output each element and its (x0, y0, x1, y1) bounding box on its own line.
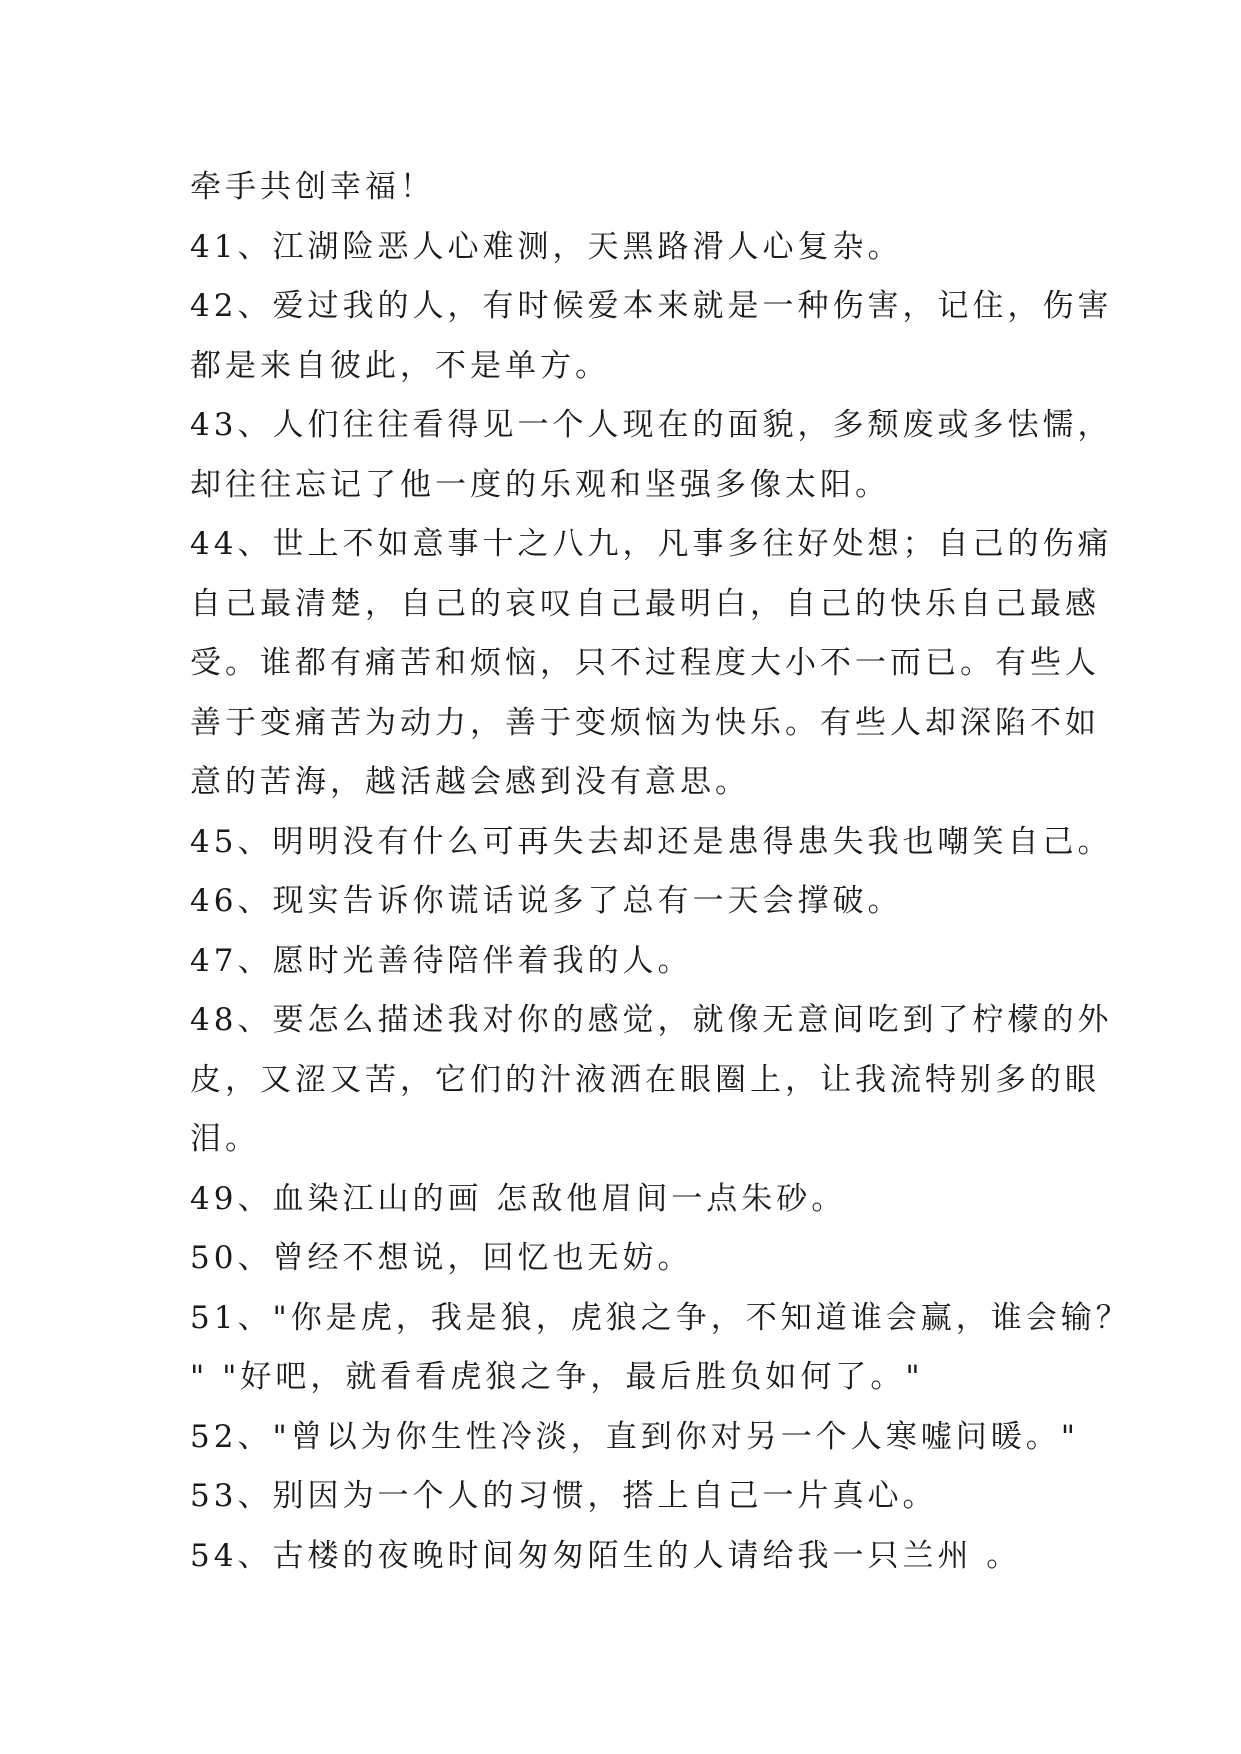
text-line: 皮，又涩又苦，它们的汁液洒在眼圈上，让我流特别多的眼 (190, 1061, 1100, 1098)
text-line: " "好吧，就看看虎狼之争，最后胜负如何了。" (190, 1359, 924, 1395)
text-line: 46、现实告诉你谎话说多了总有一天会撑破。 (190, 883, 903, 919)
text-line: 牵手共创幸福！ (190, 169, 435, 205)
text-line: 47、愿时光善待陪伴着我的人。 (190, 942, 693, 979)
text-line: 41、江湖险恶人心难测，天黑路滑人心复杂。 (190, 228, 903, 265)
text-line: 44、世上不如意事十之八九，凡事多往好处想；自己的伤痛 (190, 526, 1113, 562)
text-line: 自己最清楚，自己的哀叹自己最明白，自己的快乐自己最感 (190, 585, 1100, 622)
text-line: 受。谁都有痛苦和烦恼，只不过程度大小不一而已。有些人 (190, 645, 1100, 681)
text-line: 50、曾经不想说，回忆也无妨。 (190, 1240, 693, 1276)
document-body (190, 158, 1131, 1586)
text-line: 善于变痛苦为动力，善于变烦恼为快乐。有些人却深陷不如 (190, 704, 1100, 741)
text-line: 却往往忘记了他一度的乐观和坚强多像太阳。 (190, 466, 890, 503)
text-line: 53、别因为一个人的习惯，搭上自己一片真心。 (190, 1478, 938, 1514)
text-line: 意的苦海，越活越会感到没有意思。 (190, 764, 750, 800)
text-line: 49、血染江山的画 怎敌他眉间一点朱砂。 (190, 1180, 847, 1217)
text-line: 泪。 (190, 1121, 260, 1157)
text-line: 54、古楼的夜晚时间匆匆陌生的人请给我一只兰州 。 (190, 1537, 1022, 1574)
text-line: 45、明明没有什么可再失去却还是患得患失我也嘲笑自己。 (190, 823, 1113, 860)
text-line: 43、人们往往看得见一个人现在的面貌，多颓废或多怯懦， (190, 407, 1113, 443)
text-line: 42、爱过我的人，有时候爱本来就是一种伤害，记住，伤害 (190, 288, 1113, 324)
text-line: 51、"你是虎，我是狼，虎狼之争，不知道谁会赢，谁会输？ (190, 1299, 1131, 1336)
text-line: 都是来自彼此，不是单方。 (190, 347, 610, 384)
text-line: 52、"曾以为你生性冷淡，直到你对另一个人寒嘘问暖。" (190, 1418, 1079, 1455)
text-line: 48、要怎么描述我对你的感觉，就像无意间吃到了柠檬的外 (190, 1002, 1113, 1038)
